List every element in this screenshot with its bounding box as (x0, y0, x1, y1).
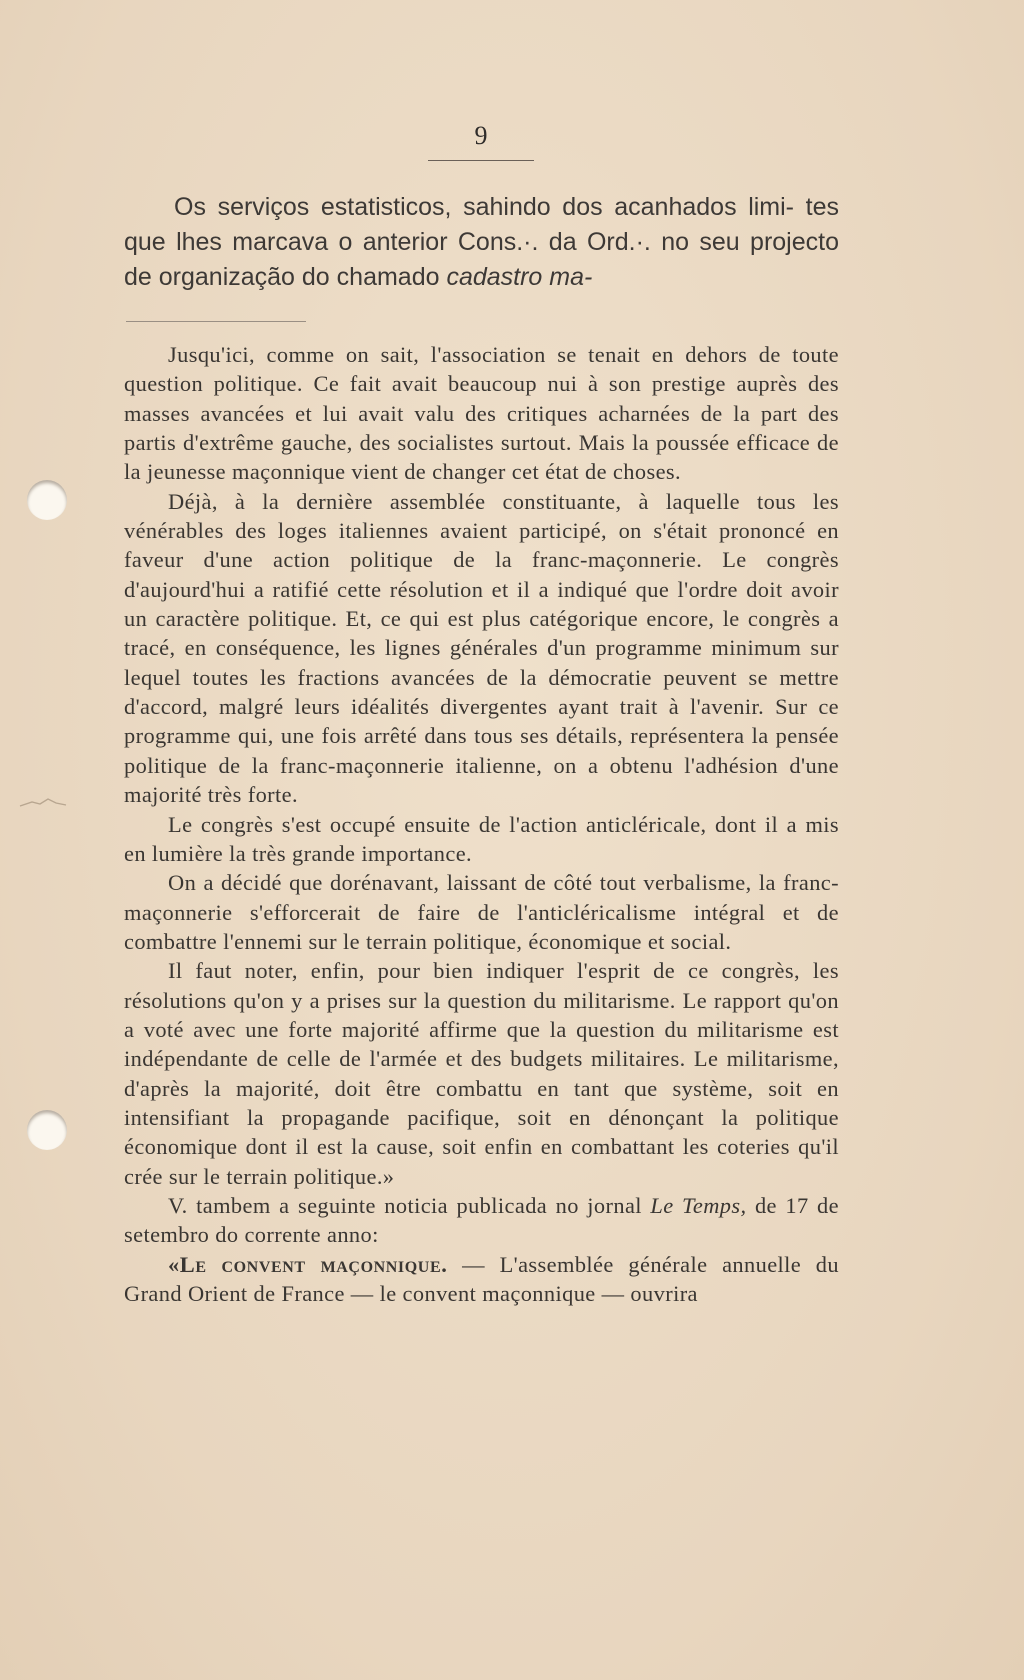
portuguese-line-1: Os serviços estatisticos, sahindo dos acanhados limi- (174, 193, 795, 221)
binding-hole-top (27, 480, 67, 520)
portuguese-text (124, 190, 839, 295)
section-divider (126, 321, 306, 322)
french-paragraph-5: Il faut noter, enfin, pour bien indiquer l'esprit de ce congrès, les résolutions qu'on y a prises sur la question du militarisme. Le rapport qu'on a voté avec une forte majorité affirme que la question du militarisme est indépendante de celle de l'armée et des budgets militaires. Le militarisme, d'après la majorité, doit être combattu en tant que système, soit en intensifiant la propagande pacifique, soit en dénonçant la politique économique dont il est la cause, soit enfin en combattant les coteries qu'il crée sur le terrain politique.» (124, 958, 839, 1189)
paper-tear-mark (18, 796, 68, 810)
page-number-rule (428, 160, 534, 161)
reference-text-end: de 17 de setembro do corrente anno: (124, 1192, 839, 1248)
portuguese-line-3-italic: cadastro ma- (446, 263, 593, 291)
convent-heading: «Le convent maçonnique. (168, 1251, 448, 1277)
reference-text-start: V. tambem a seguinte noticia publicada no jornal (168, 1192, 651, 1218)
convent-text: — L'assemblée générale annuelle du Grand Orient de France — le convent maçonnique — ouvrira (124, 1251, 839, 1306)
page-header (428, 122, 534, 161)
french-paragraph-1: Jusqu'ici, comme on sait, l'association se tenait en dehors de toute question politique. Ce fait avait beaucoup nui à son prestige auprès des masses avancées et lui avait valu des critiques acharnées de la part des partis d'extrême gauche, des socialistes surtout. Mais la poussée efficace de la jeunesse maçonnique vient de changer cet état de choses. (124, 342, 839, 485)
reference-paragraph (124, 1191, 839, 1250)
portuguese-line-3: seu projecto de organização do chamado (124, 228, 839, 291)
french-paragraph-4: On a décidé que dorénavant, laissant de côté tout verbalisme, la franc-maçonnerie s'efforcerait de faire de l'anticléricalisme intégral et de combattre l'ennemi sur le terrain politique, économique et social. (124, 870, 839, 954)
french-paragraph-3: Le congrès s'est occupé ensuite de l'action anticléricale, dont il a mis en lumière la très grande importance. (124, 811, 839, 866)
convent-paragraph (124, 1250, 839, 1309)
french-paragraph-2: Déjà, à la dernière assemblée constituante, à laquelle tous les vénérables des loges italiennes avaient participé, on s'était prononcé en faveur d'une action politique de la franc-maçonnerie. Le congrès d'aujourd'hui a ratifié cette résolution et il a indiqué que l'ordre doit avoir un caractère politique. Et, ce qui est plus catégorique encore, le congrès a tracé, en conséquence, les lignes générales d'un programme minimum sur lequel toutes les fractions avancées de la démocratie peuvent se mettre d'accord, malgré leurs idéalités divergentes ayant trait à l'avenir. Sur ce programme qui, une fois arrêté dans tous ses détails, représentera la pensée politique de la franc-maçonnerie italienne, on a obtenu l'adhésion d'une majorité très forte. (124, 488, 839, 808)
french-quotation (124, 340, 839, 1308)
page-number: 9 (474, 121, 488, 150)
portuguese-line-2: tes que lhes marcava o anterior Cons.·. da Ord.·. no (124, 193, 839, 256)
binding-hole-bottom (27, 1110, 67, 1150)
newspaper-title: Le Temps, (650, 1192, 747, 1218)
portuguese-paragraph (124, 190, 839, 295)
